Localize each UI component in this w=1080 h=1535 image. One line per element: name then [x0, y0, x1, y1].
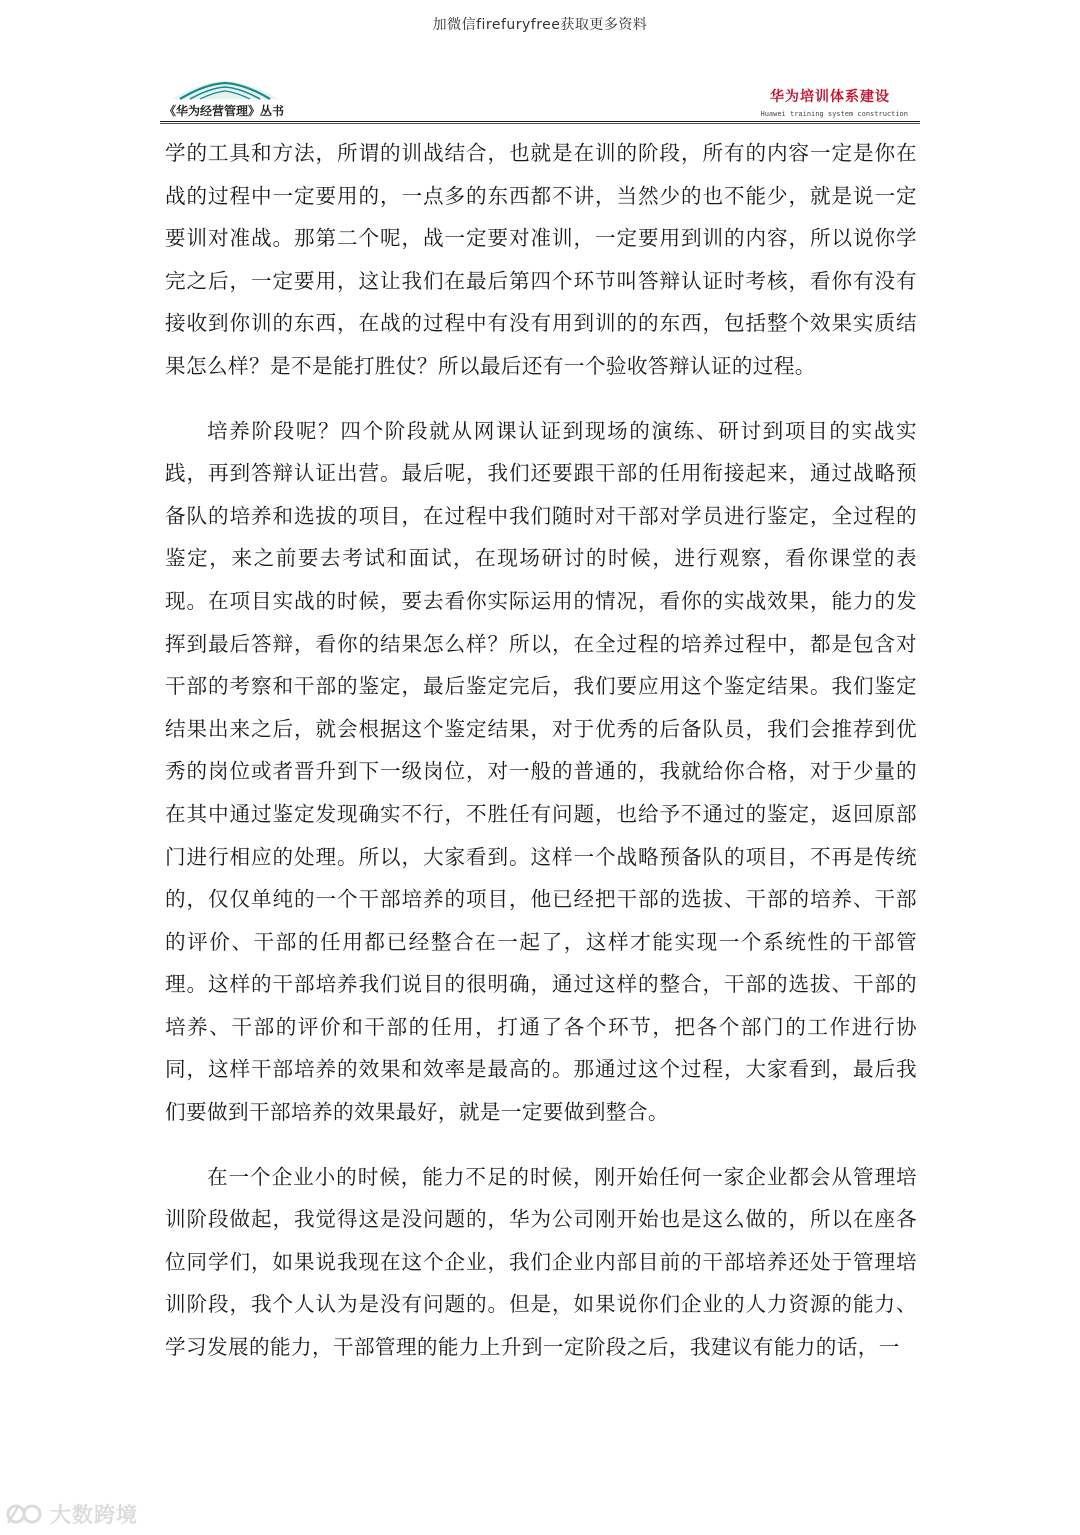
watermark	[4, 1499, 138, 1529]
mountain-logo-icon	[170, 78, 280, 100]
series-label: 《华为经营管理》丛书	[164, 104, 285, 118]
header-title: 华为培训体系建设	[770, 89, 890, 105]
paragraph-1: 学的工具和方法，所谓的训战结合，也就是在训的阶段，所有的内容一定是你在战的过程中一定要用的，一点多的东西都不讲，当然少的也不能少，就是说一定要训对准战。那第二个呢，战一定要对准训，一定要用到训的内容，所以说你学完之后，一定要用，这让我们在最后第四个环节叫答辩认证时考核，看你有没有接收到你训的东西，在战的过程中有没有用到训的的东西，包括整个效果实质结果怎么样？是不是能打胜仗？所以最后还有一个验收答辩认证的过程。	[165, 141, 917, 378]
watermark-text: 大数跨境	[50, 1503, 138, 1527]
document-body	[165, 132, 917, 1369]
page-header	[160, 78, 920, 126]
top-note: 加微信firefuryfree获取更多资料	[432, 17, 648, 33]
watermark-logo-icon	[4, 1501, 46, 1527]
header-subtitle: Huawei training system construction	[760, 110, 908, 118]
paragraph-2: 培养阶段呢？四个阶段就从网课认证到现场的演练、研讨到项目的实战实践，再到答辩认证出营。最后呢，我们还要跟干部的任用衔接起来，通过战略预备队的培养和选拔的项目，在过程中我们随时对干部对学员进行鉴定，全过程的鉴定，来之前要去考试和面试，在现场研讨的时候，进行观察，看你课堂的表现。在项目实战的时候，要去看你实际运用的情况，看你的实战效果，能力的发挥到最后答辩，看你的结果怎么样？所以，在全过程的培养过程中，都是包含对干部的考察和干部的鉴定，最后鉴定完后，我们要应用这个鉴定结果。我们鉴定结果出来之后，就会根据这个鉴定结果，对于优秀的后备队员，我们会推荐到优秀的岗位或者晋升到下一级岗位，对一般的普通的，我就给你合格，对于少量的在其中通过鉴定发现确实不行，不胜任有问题，也给予不通过的鉴定，返回原部门进行相应的处理。所以，大家看到。这样一个战略预备队的项目，不再是传统的，仅仅单纯的一个干部培养的项目，他已经把干部的选拔、干部的培养、干部的评价、干部的任用都已经整合在一起了，这样才能实现一个系统性的干部管理。这样的干部培养我们说目的很明确，通过这样的整合，干部的选拔、干部的培养、干部的评价和干部的任用，打通了各个环节，把各个部门的工作进行协同，这样干部培养的效果和效率是最高的。那通过这个过程，大家看到，最后我们要做到干部培养的效果最好，就是一定要做到整合。	[165, 418, 917, 1125]
paragraph-3: 在一个企业小的时候，能力不足的时候，刚开始任何一家企业都会从管理培训阶段做起，我觉得这是没问题的，华为公司刚开始也是这么做的，所以在座各位同学们，如果说我现在这个企业，我们企业内部目前的干部培养还处于管理培训阶段，我个人认为是没有问题的。但是，如果说你们企业的人力资源的能力、学习发展的能力，干部管理的能力上升到一定阶段之后，我建议有能力的话，一	[165, 1164, 917, 1360]
header-divider	[160, 121, 920, 124]
